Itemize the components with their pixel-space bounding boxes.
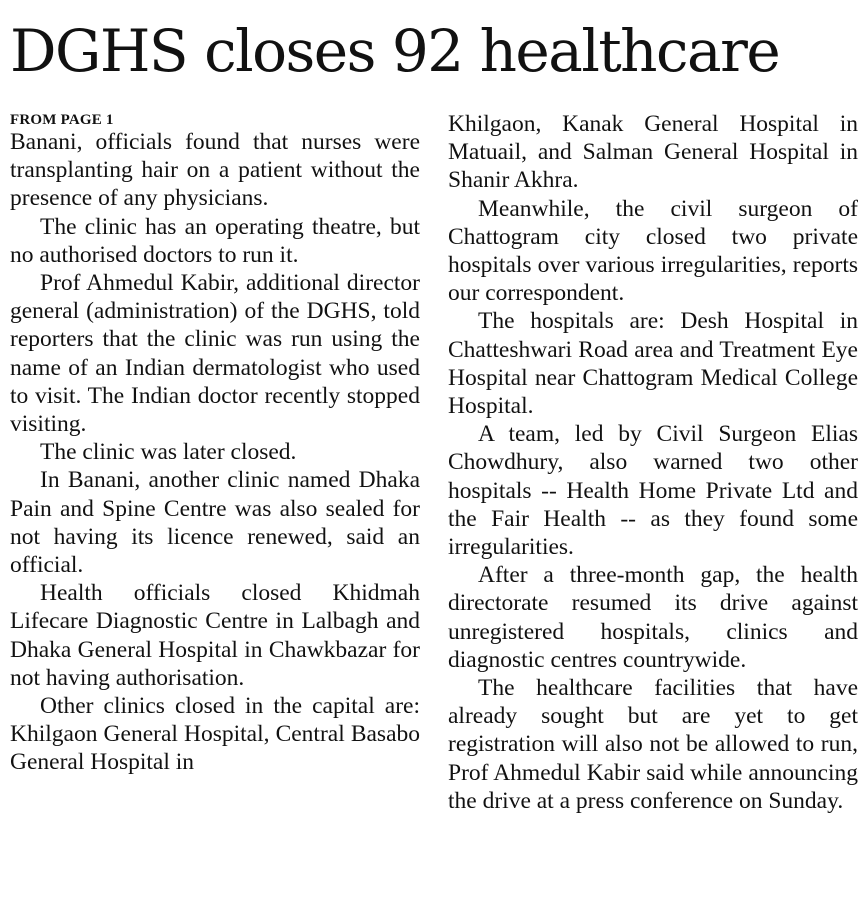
continuation-kicker: FROM PAGE 1 [10, 112, 114, 128]
paragraph: Prof Ahmedul Kabir, additional director general (administration) of the DGHS, told reporters that the clinic was run using the name of an Indian dermatologist who used to visit. The Indian doctor recently stopped visiting. [10, 270, 420, 438]
paragraph: After a three-month gap, the health directorate resumed its drive against unregistered hospitals, clinics and diagnostic centres countrywide. [448, 562, 858, 673]
paragraph: Other clinics closed in the capital are: Khilgaon General Hospital, Central Basabo General Hospital in [10, 693, 420, 776]
paragraph: The hospitals are: Desh Hospital in Chatteshwari Road area and Treatment Eye Hospital near Chattogram Medical College Hospital. [448, 308, 858, 420]
paragraph: The healthcare facilities that have already sought but are yet to get registration will also not be allowed to run, Prof Ahmedul Kabir said while announcing the drive at a press conference on Sunday. [448, 675, 858, 814]
paragraph: Khilgaon, Kanak General Hospital in Matuail, and Salman General Hospital in Shanir Akhra. [448, 111, 858, 194]
article-column-left [10, 112, 420, 777]
paragraph: The clinic was later closed. [40, 439, 297, 466]
paragraph: Banani, officials found that nurses were transplanting hair on a patient without the presence of any physicians. [10, 129, 420, 212]
paragraph: In Banani, another clinic named Dhaka Pain and Spine Centre was also sealed for not having its licence renewed, said an official. [10, 467, 420, 579]
paragraph: Meanwhile, the civil surgeon of Chattogram city closed two private hospitals over various irregularities, reports our correspondent. [448, 195, 858, 307]
paragraph: Health officials closed Khidmah Lifecare Diagnostic Centre in Lalbagh and Dhaka General Hospital in Chawkbazar for not having authorisation. [10, 580, 420, 691]
paragraph: A team, led by Civil Surgeon Elias Chowdhury, also warned two other hospitals -- Health Home Private Ltd and the Fair Health -- as they found some irregularities. [448, 421, 858, 561]
article-column-right [448, 110, 858, 815]
headline: DGHS closes 92 healthcare [10, 17, 780, 85]
paragraph: The clinic has an operating theatre, but no authorised doctors to run it. [10, 213, 420, 268]
